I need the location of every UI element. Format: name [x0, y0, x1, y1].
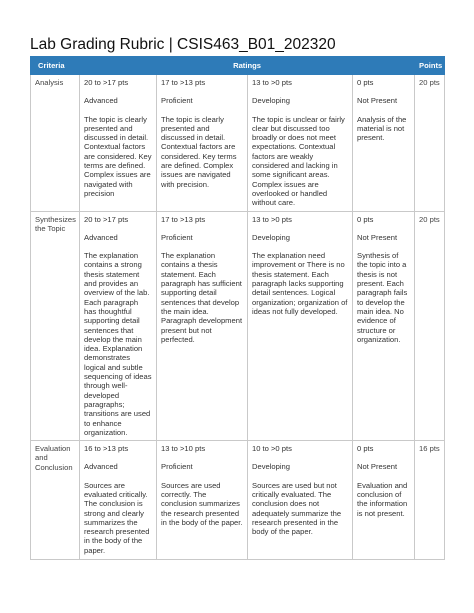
- points-cell: 16 pts: [415, 441, 445, 560]
- rating-cell: [80, 75, 157, 212]
- rating-cell: [248, 441, 353, 560]
- rating-description: The explanation contains a thesis statement. Each paragraph has sufficient supporting detail sentences that develop the main idea. Paragraph development present but not perfected.: [161, 251, 243, 344]
- rating-cell: [353, 211, 415, 441]
- table-row: [31, 211, 445, 441]
- rating-level: Developing: [252, 462, 290, 472]
- rating-cell: [353, 75, 415, 212]
- rating-range: 17 to >13 pts: [161, 78, 206, 87]
- rating-range: 10 to >0 pts: [252, 444, 292, 454]
- rating-description: The topic is clearly presented and discussed in detail. Contextual factors are considered. Key terms are defined. Complex issues are navigated with precision.: [161, 114, 237, 189]
- ratings-header: Ratings: [80, 57, 415, 75]
- rating-range: 20 to >17 pts: [84, 214, 129, 224]
- rating-level: Not Present: [357, 232, 398, 242]
- criterion-cell: Analysis: [31, 75, 80, 212]
- rating-cell: [157, 441, 248, 560]
- points-cell: 20 pts: [415, 211, 445, 441]
- rating-description: The explanation need improvement or There is no thesis statement. Each paragraph lacks supporting detail sentences. Logical organization; organization of ideas not fully developed.: [252, 251, 348, 316]
- page-title: Lab Grading Rubric | CSIS463_B01_202320: [30, 36, 336, 53]
- rating-description: The explanation contains a strong thesis statement and provides an overview of the lab. Each paragraph has thoughtful supporting detail sentences that develop the main idea. Explanation demonstrates logical and subtle sequencing of ideas through well-developed paragraphs; transitions are used to enhance organization.: [84, 251, 152, 437]
- rating-level: Not Present: [357, 96, 398, 106]
- rating-cell: [157, 211, 248, 441]
- rating-level: Developing: [252, 96, 290, 106]
- rating-level: Not Present: [357, 462, 398, 472]
- rating-cell: [80, 441, 157, 560]
- rating-cell: [80, 211, 157, 441]
- rating-description: Sources are evaluated critically. The conclusion is strong and clearly summarizes the research presented in the body of the paper.: [84, 480, 150, 555]
- rating-description: Synthesis of the topic into a thesis is not present. Each paragraph fails to develop the main idea. No evidence of structure or organization.: [357, 251, 408, 344]
- rating-cell: [248, 211, 353, 441]
- rating-level: Proficient: [161, 232, 193, 242]
- rating-range: 0 pts: [357, 444, 374, 454]
- table-row: [31, 441, 445, 560]
- rating-range: 20 to >17 pts: [84, 78, 129, 87]
- rating-range: 13 to >10 pts: [161, 444, 206, 454]
- rating-level: Advanced: [84, 96, 118, 106]
- rating-level: Proficient: [161, 96, 193, 106]
- rating-description: The topic is clearly presented and discussed in detail. Contextual factors are considered. Key terms are defined. Complex issues are navigated with precision: [84, 114, 152, 198]
- rating-level: Advanced: [84, 232, 118, 242]
- rating-range: 16 to >13 pts: [84, 444, 129, 454]
- rating-description: Evaluation and conclusion of the information is not present.: [357, 480, 408, 518]
- rating-level: Developing: [252, 232, 290, 242]
- rating-range: 0 pts: [357, 214, 374, 224]
- rating-range: 0 pts: [357, 78, 374, 87]
- rating-range: 17 to >13 pts: [161, 214, 206, 224]
- rating-level: Advanced: [84, 462, 118, 472]
- rating-description: The topic is unclear or fairly clear but discussed too broadly or does not meet expectations. Contextual factors are weakly considered and lacking in some significant areas. Complex issues are overlooked or handled without care.: [252, 114, 345, 208]
- rating-description: Analysis of the material is not present.: [357, 114, 407, 143]
- criteria-header: Criteria: [31, 57, 80, 75]
- header-row: [31, 57, 445, 75]
- rating-range: 13 to >0 pts: [252, 78, 292, 87]
- points-header: Points: [415, 57, 445, 75]
- criterion-cell: Synthesizes the Topic: [31, 211, 80, 441]
- rubric-table: [30, 56, 445, 560]
- rating-cell: [248, 75, 353, 212]
- points-cell: 20 pts: [415, 75, 445, 212]
- rating-range: 13 to >0 pts: [252, 214, 292, 224]
- table-row: [31, 75, 445, 212]
- rating-description: Sources are used but not critically evaluated. The conclusion does not adequately summarize the research presented in the body of the paper.: [252, 480, 342, 537]
- rating-description: Sources are used correctly. The conclusion summarizes the research presented in the body of the paper.: [161, 480, 243, 527]
- rating-level: Proficient: [161, 462, 193, 472]
- rating-cell: [353, 441, 415, 560]
- criterion-cell: Evaluation and Conclusion: [31, 441, 80, 560]
- rating-cell: [157, 75, 248, 212]
